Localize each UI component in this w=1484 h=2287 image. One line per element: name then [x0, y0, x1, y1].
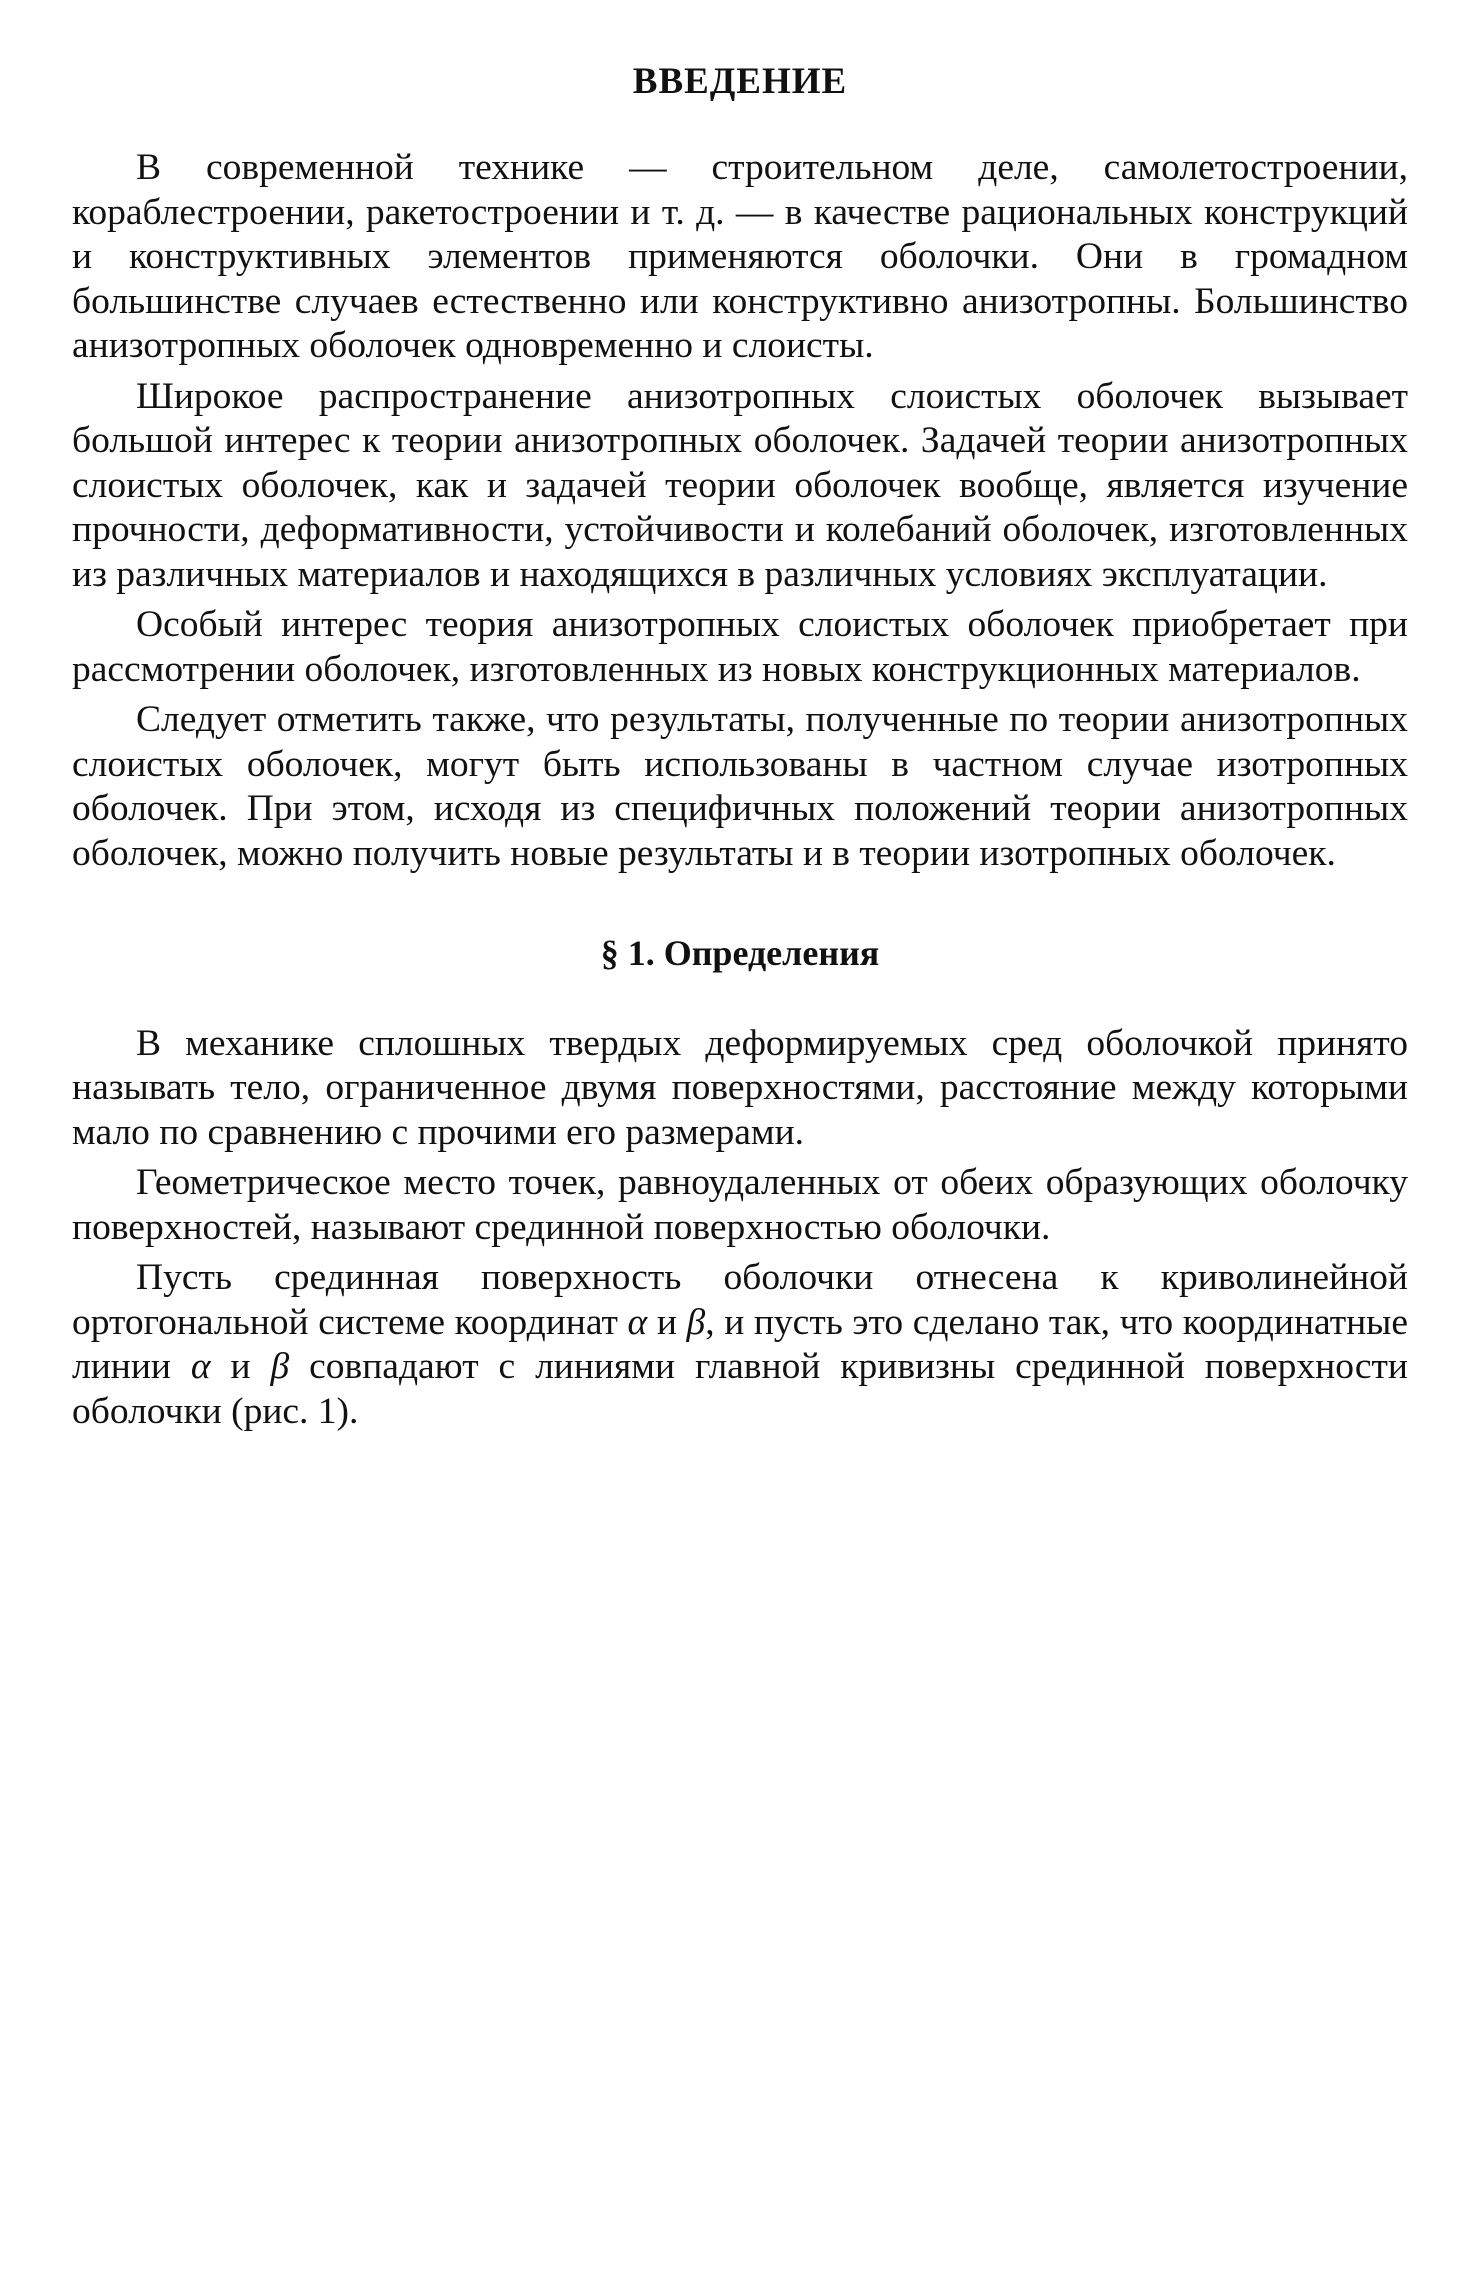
- page: [72, 60, 1408, 1440]
- text-run: и: [210, 1346, 271, 1388]
- intro-paragraph-4: Следует отметить также, что результаты, полученные по теории анизотропных слоистых оболочек, могут быть использованы в частном случае изотропных оболочек. При этом, исходя из специфичных положений теории анизотропных оболочек, можно получить новые результаты и в теории изотропных оболочек.: [72, 699, 1408, 874]
- intro-paragraph-3: Особый интерес теория анизотропных слоистых оболочек приобретает при рассмотрении оболочек, изготовленных из новых конструкционных материалов.: [72, 604, 1408, 690]
- introduction-title: ВВЕДЕНИЕ: [632, 61, 848, 102]
- text-run: , и пусть это сделано так, что координатные линии: [72, 1301, 1408, 1388]
- text-run: совпадают с линиями главной кривизны срединной поверхности оболочки (рис. 1).: [72, 1346, 1408, 1432]
- beta-symbol: β: [686, 1301, 706, 1343]
- beta-symbol: β: [270, 1346, 290, 1388]
- text-run: и: [647, 1301, 687, 1343]
- section-heading: [72, 932, 1408, 975]
- intro-paragraph-1: В современной технике — строительном деле, самолетостроении, кораблестроении, ракетостроении и т. д. — в качестве рациональных конструкций и конструктивных элементов применяются оболочки. Они в громадном большинстве случаев естественно или конструктивно анизотропны. Большинство анизотропных оболочек одновременно и слоисты.: [72, 147, 1408, 367]
- section-paragraph-3: [72, 1256, 1408, 1434]
- alpha-symbol: α: [190, 1346, 211, 1388]
- alpha-symbol: α: [627, 1301, 648, 1343]
- section-paragraph-2: Геометрическое место точек, равноудаленных от обеих образующих оболочку поверхностей, называют срединной поверхностью оболочки.: [72, 1162, 1408, 1248]
- text-run: Пусть срединная поверхность оболочки отнесена к криволинейной ортогональной системе координат: [72, 1257, 1408, 1343]
- intro-paragraph-2: Широкое распространение анизотропных слоистых оболочек вызывает большой интерес к теории анизотропных оболочек. Задачей теории анизотропных слоистых оболочек, как и задачей теории оболочек вообще, является изучение прочности, деформативности, устойчивости и колебаний оболочек, изготовленных из различных материалов и находящихся в различных условиях эксплуатации.: [72, 375, 1408, 595]
- section-number: § 1.: [600, 933, 655, 974]
- section-paragraph-1: В механике сплошных твердых деформируемых сред оболочкой принято называть тело, ограниченное двумя поверхностями, расстояние между которыми мало по сравнению с прочими его размерами.: [72, 1022, 1408, 1153]
- section-title: Определения: [663, 933, 880, 974]
